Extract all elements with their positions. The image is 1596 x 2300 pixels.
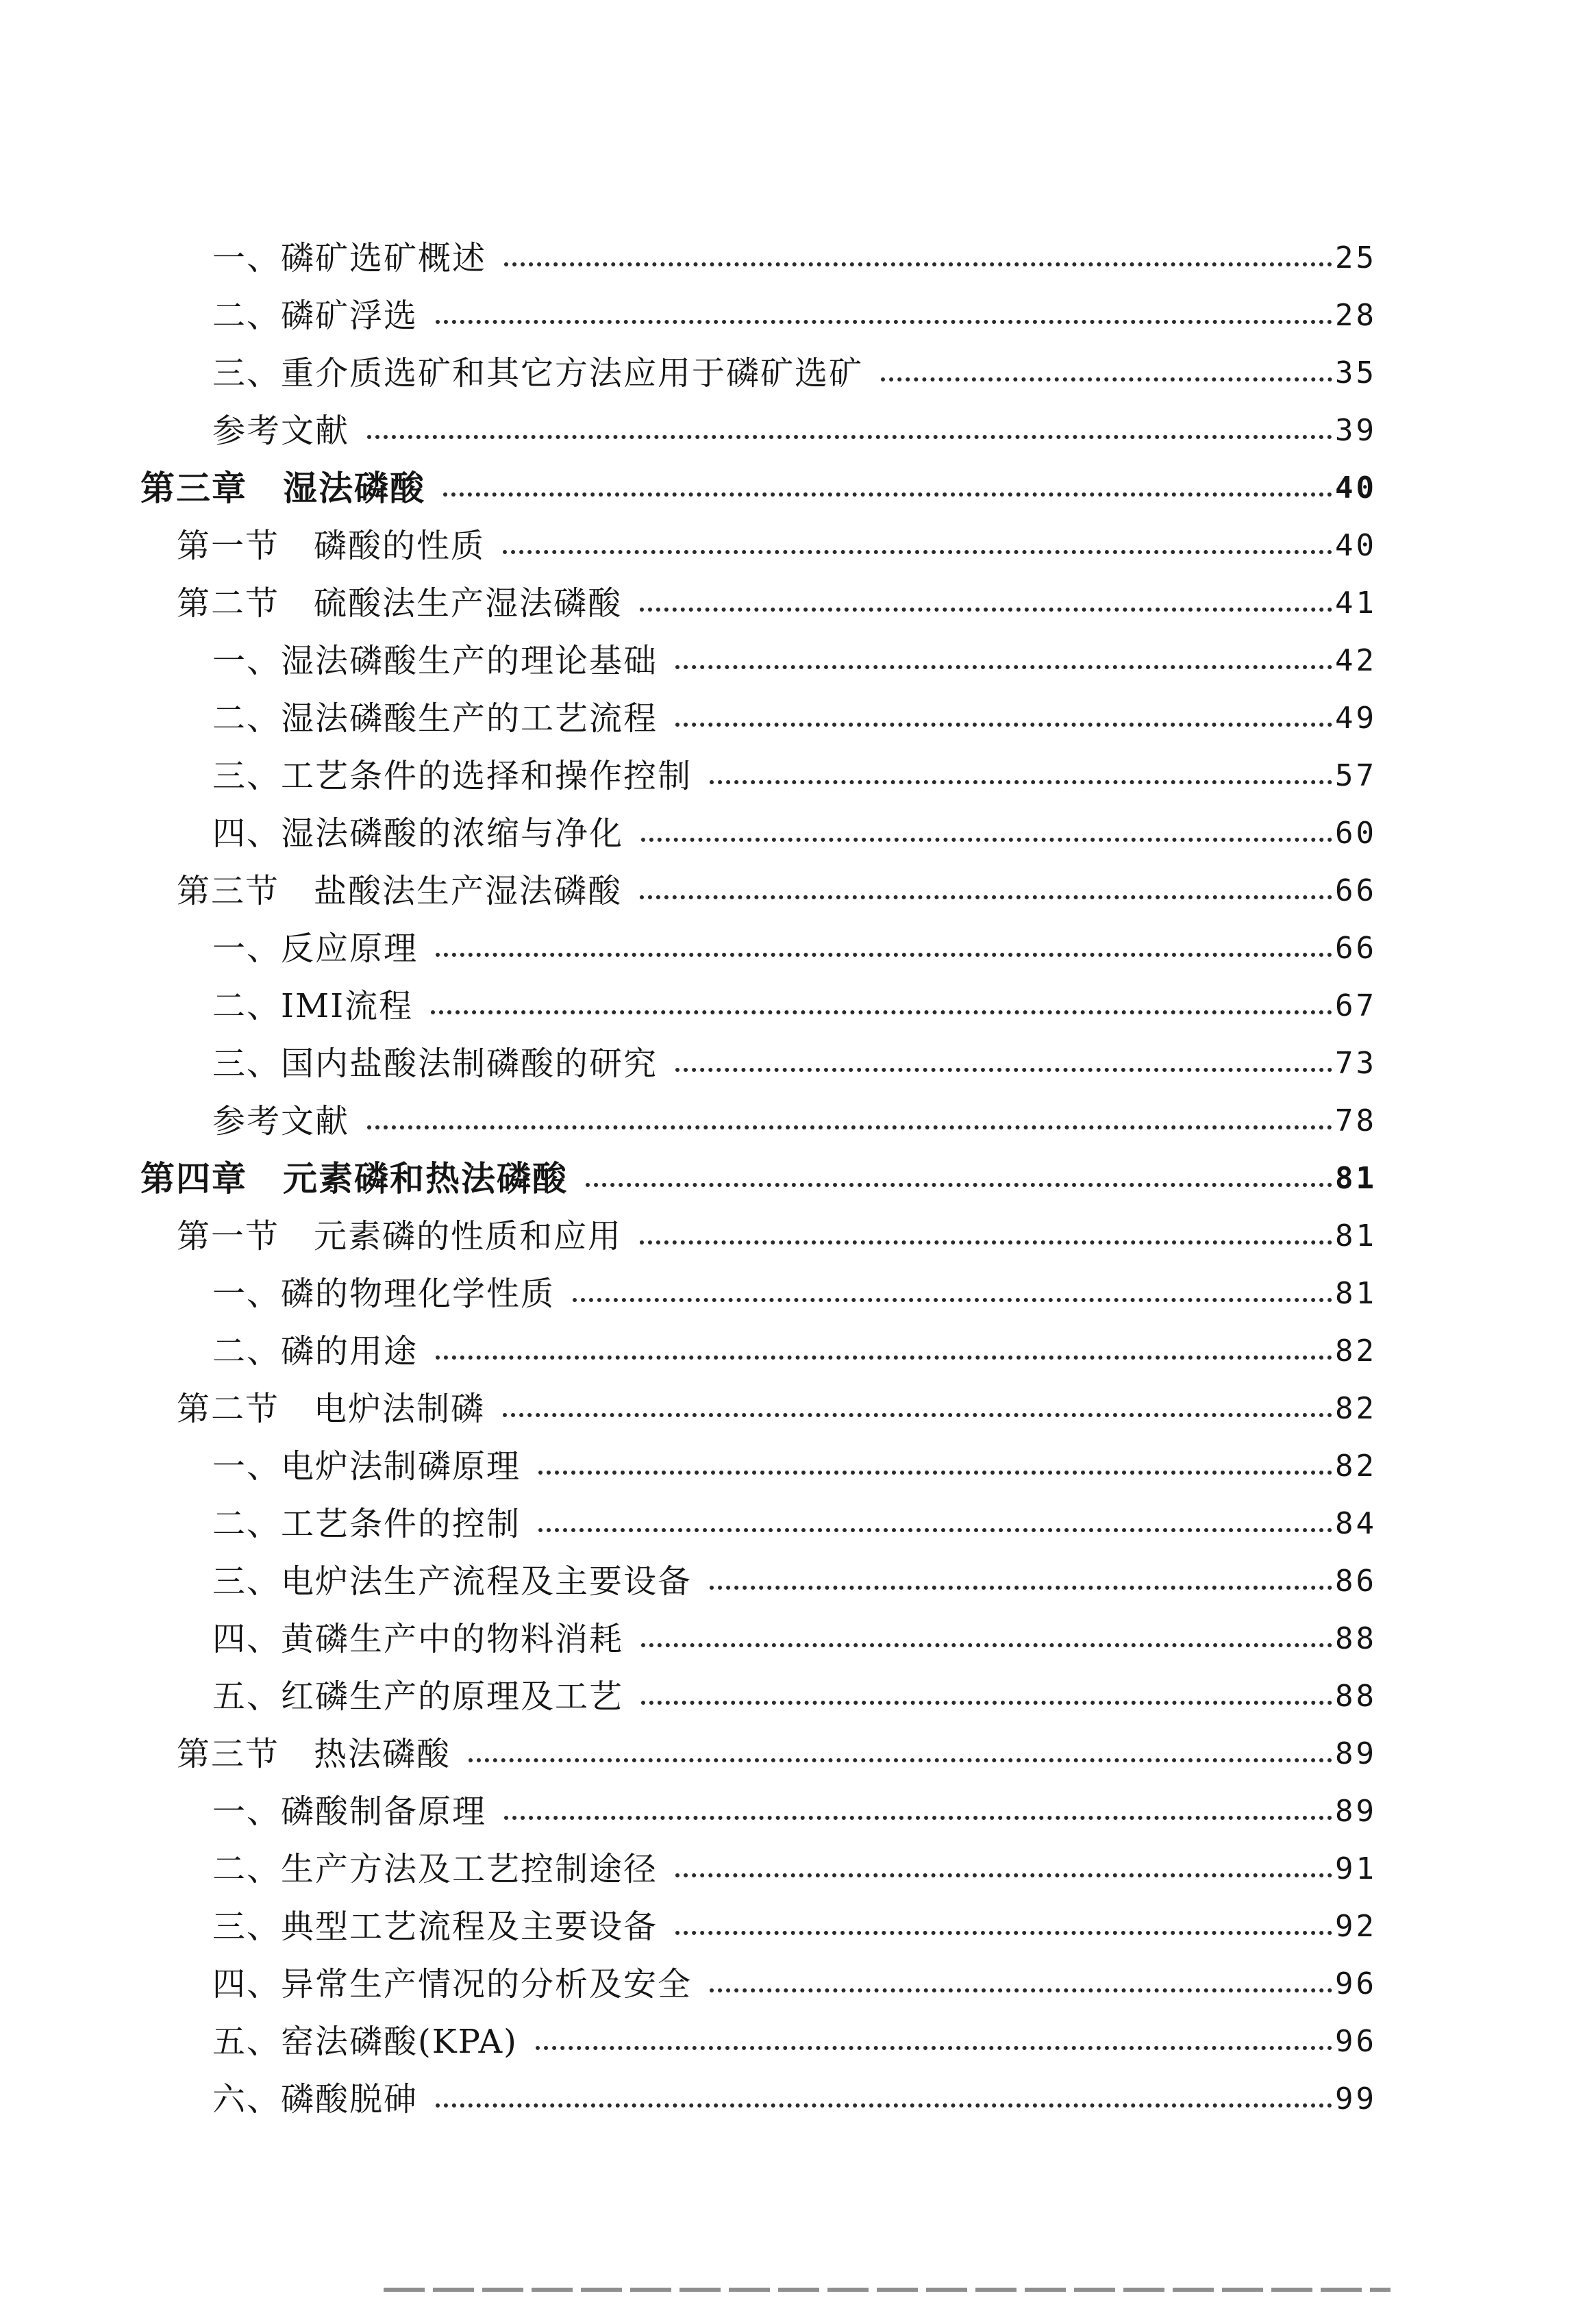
dot-leader <box>367 1125 1332 1129</box>
dot-leader <box>675 723 1332 727</box>
toc-entry <box>212 1610 1377 1668</box>
toc-entry <box>212 287 1377 345</box>
dot-leader <box>538 1528 1332 1532</box>
dot-leader <box>640 1240 1332 1245</box>
toc-entry-page: 57 <box>1335 758 1377 793</box>
dot-leader <box>503 550 1332 554</box>
toc-entry <box>212 229 1377 287</box>
toc-section-heading <box>177 1380 1377 1438</box>
toc-entry-title: 第三章 湿法磷酸 <box>140 468 425 508</box>
toc-entry-title: 一、磷的物理化学性质 <box>212 1275 556 1313</box>
toc-entry <box>212 1898 1377 1955</box>
dot-leader <box>586 1183 1332 1187</box>
dot-leader <box>436 320 1332 324</box>
toc-entry-page: 89 <box>1335 1736 1377 1771</box>
toc-entry-page: 25 <box>1335 240 1377 275</box>
toc-entry-title: 二、生产方法及工艺控制途径 <box>212 1850 658 1888</box>
toc-entry <box>212 1840 1377 1898</box>
toc-entry-title: 二、磷矿浮选 <box>212 297 419 335</box>
toc-entry-title: 三、工艺条件的选择和操作控制 <box>212 757 693 795</box>
page-bottom-rule <box>384 2288 1391 2292</box>
toc-entry-page: 92 <box>1335 1909 1377 1944</box>
toc-entry-page: 39 <box>1335 413 1377 448</box>
toc-entry-page: 78 <box>1335 1103 1377 1138</box>
dot-leader <box>641 838 1332 842</box>
toc-entry <box>212 345 1377 402</box>
dot-leader <box>436 953 1332 957</box>
dot-leader <box>675 1873 1332 1877</box>
toc-entry-page: 60 <box>1335 816 1377 851</box>
toc-entry <box>212 977 1377 1035</box>
toc-entry-page: 66 <box>1335 931 1377 966</box>
toc-entry-page: 42 <box>1335 643 1377 678</box>
dot-leader <box>641 1643 1332 1647</box>
toc-entry-title: 一、电炉法制磷原理 <box>212 1447 521 1486</box>
toc-entry-page: 88 <box>1335 1679 1377 1714</box>
toc-entry-title: 二、工艺条件的控制 <box>212 1505 521 1543</box>
toc-entry-title: 一、磷酸制备原理 <box>212 1792 487 1831</box>
toc-entry <box>212 1495 1377 1553</box>
toc-entry-title: 二、磷的用途 <box>212 1332 419 1371</box>
dot-leader <box>436 2103 1332 2108</box>
toc-entry <box>212 1783 1377 1840</box>
toc-entry <box>212 1035 1377 1092</box>
dot-leader <box>675 1068 1332 1072</box>
toc-entry-title: 三、电炉法生产流程及主要设备 <box>212 1562 693 1601</box>
toc-entry-page: 96 <box>1335 1966 1377 2001</box>
dot-leader <box>640 895 1332 899</box>
dot-leader <box>640 608 1332 612</box>
toc-entry-title: 三、国内盐酸法制磷酸的研究 <box>212 1045 658 1083</box>
toc-entry-title: 四、黄磷生产中的物料消耗 <box>212 1620 624 1658</box>
dot-leader <box>710 1988 1332 1992</box>
dot-leader <box>675 1931 1332 1935</box>
toc-entry-title: 一、反应原理 <box>212 929 419 968</box>
toc-entry-page: 66 <box>1335 873 1377 908</box>
toc-entry-title: 第一节 磷酸的性质 <box>177 527 486 565</box>
toc-entry-page: 49 <box>1335 701 1377 736</box>
toc-entry-title: 第二节 硫酸法生产湿法磷酸 <box>177 584 623 623</box>
dot-leader <box>503 1413 1332 1417</box>
toc-entry-page: 41 <box>1335 586 1377 621</box>
toc-entry <box>212 1955 1377 2013</box>
toc-entry-title: 参考文献 <box>212 1102 350 1140</box>
toc-entry-page: 67 <box>1335 988 1377 1023</box>
toc-entry-title: 第三节 盐酸法生产湿法磷酸 <box>177 872 623 910</box>
dot-leader <box>443 492 1332 497</box>
toc-entry-title: 二、IMI流程 <box>212 987 414 1025</box>
toc-entry <box>212 690 1377 747</box>
toc-entry-page: 99 <box>1335 2082 1377 2116</box>
toc-entry <box>212 1438 1377 1495</box>
dot-leader <box>710 780 1332 784</box>
toc-entry-page: 96 <box>1335 2024 1377 2059</box>
dot-leader <box>367 435 1332 439</box>
dot-leader <box>710 1586 1332 1590</box>
dot-leader <box>641 1701 1332 1705</box>
toc-entry-page: 35 <box>1335 355 1377 390</box>
toc-entry-title: 参考文献 <box>212 412 350 450</box>
toc-entry-title: 第三节 热法磷酸 <box>177 1735 451 1773</box>
toc-entry-title: 二、湿法磷酸生产的工艺流程 <box>212 699 658 738</box>
dot-leader <box>431 1010 1332 1014</box>
dot-leader <box>504 1816 1332 1820</box>
toc-entry <box>212 747 1377 805</box>
toc-entry-page: 28 <box>1335 298 1377 333</box>
toc-entry-title: 三、重介质选矿和其它方法应用于磷矿选矿 <box>212 354 864 392</box>
toc-entry-page: 89 <box>1335 1794 1377 1829</box>
toc-entry-references <box>212 402 1377 460</box>
toc-entry-page: 82 <box>1335 1391 1377 1426</box>
toc-entry-title: 四、湿法磷酸的浓缩与净化 <box>212 814 624 853</box>
toc-entry-page: 84 <box>1335 1506 1377 1541</box>
toc-entry-page: 81 <box>1335 1161 1377 1196</box>
toc-section-heading <box>177 1725 1377 1783</box>
dot-leader <box>881 377 1332 382</box>
toc-entry-page: 82 <box>1335 1449 1377 1484</box>
dot-leader <box>504 262 1332 266</box>
dot-leader <box>469 1758 1332 1762</box>
toc-entry-title: 五、红磷生产的原理及工艺 <box>212 1677 624 1716</box>
toc-chapter-heading <box>140 460 1377 517</box>
toc-entry-page: 40 <box>1335 528 1377 563</box>
toc-entry-title: 三、典型工艺流程及主要设备 <box>212 1908 658 1946</box>
toc-entry <box>212 1668 1377 1725</box>
toc-entry <box>212 805 1377 862</box>
toc-entry <box>212 632 1377 690</box>
toc-entry-page: 82 <box>1335 1334 1377 1368</box>
toc-entry-page: 81 <box>1335 1218 1377 1253</box>
toc-section-heading <box>177 575 1377 632</box>
dot-leader <box>538 1471 1332 1475</box>
toc-entry-title: 六、磷酸脱砷 <box>212 2080 419 2118</box>
toc-entry-references <box>212 1092 1377 1150</box>
toc-entry-title: 第二节 电炉法制磷 <box>177 1390 486 1428</box>
toc-entry <box>212 1323 1377 1380</box>
toc-chapter-heading <box>140 1150 1377 1208</box>
toc-section-heading <box>177 862 1377 920</box>
toc-entry-title: 第四章 元素磷和热法磷酸 <box>140 1158 568 1199</box>
toc-entry <box>212 2071 1377 2128</box>
dot-leader <box>436 1355 1332 1360</box>
toc-entry-title: 一、磷矿选矿概述 <box>212 239 487 277</box>
toc-entry-page: 91 <box>1335 1851 1377 1886</box>
toc-section-heading <box>177 1208 1377 1265</box>
toc-entry-page: 40 <box>1335 471 1377 505</box>
toc-entry <box>212 1553 1377 1610</box>
toc-entry-title: 一、湿法磷酸生产的理论基础 <box>212 642 658 680</box>
toc-entry-page: 86 <box>1335 1564 1377 1599</box>
toc-entry <box>212 1265 1377 1323</box>
dot-leader <box>573 1298 1332 1302</box>
toc-entry <box>212 2013 1377 2071</box>
toc-entry-page: 73 <box>1335 1046 1377 1081</box>
toc-entry <box>212 920 1377 977</box>
toc-entry-title: 五、窑法磷酸(KPA) <box>212 2023 518 2061</box>
toc-entry-title: 四、异常生产情况的分析及安全 <box>212 1965 693 2003</box>
toc-entry-page: 88 <box>1335 1621 1377 1656</box>
toc-entry-title: 第一节 元素磷的性质和应用 <box>177 1217 623 1255</box>
dot-leader <box>675 665 1332 669</box>
dot-leader <box>536 2046 1332 2050</box>
toc-entry-page: 81 <box>1335 1276 1377 1311</box>
toc-section-heading <box>177 517 1377 575</box>
